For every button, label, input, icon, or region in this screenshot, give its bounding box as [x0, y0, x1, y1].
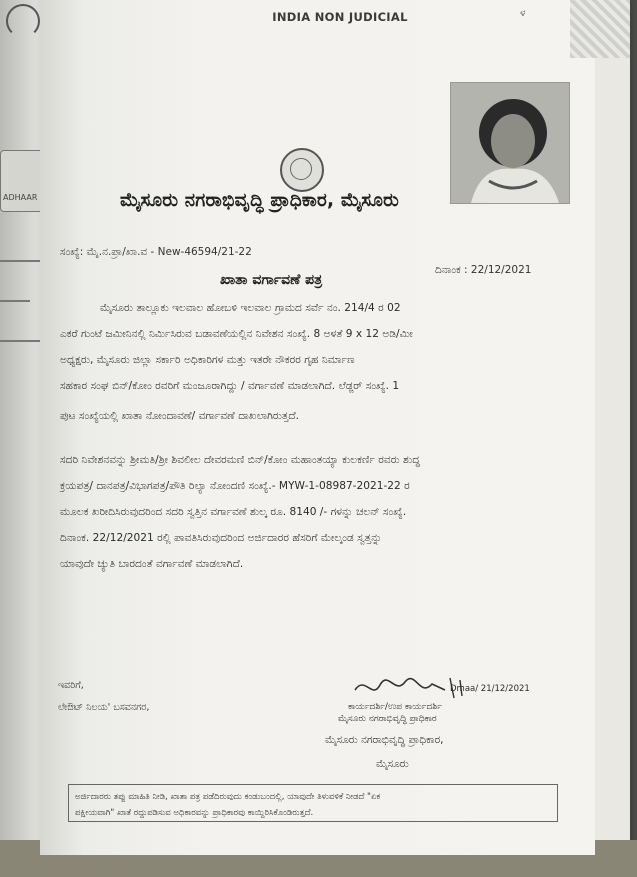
signatory-office-stamp: ಮೈಸೂರು ನಗರಾಭಿವೃದ್ಧಿ ಪ್ರಾಧಿಕಾರ: [338, 714, 437, 724]
body-line: ಪುಟ ಸಂಖ್ಯೆಯಲ್ಲಿ ಖಾತಾ ನೋಂದಾವಣೆ/ ವರ್ಗಾವಣೆ ದಾಖಲಾಗಿರುತ್ತದೆ.: [60, 410, 300, 422]
stamp-banner: INDIA NON JUDICIAL: [272, 10, 408, 24]
body-line: ಎಕರೆ ಗುಂಟೆ ಜಮೀನಿನಲ್ಲಿ ನಿರ್ಮಿಸಿರುವ ಬಡಾವಣೆಯಲ್ಲಿನ ನಿವೇಶನ ಸಂಖ್ಯೆ. 8 ಅಳತೆ 9 x 12 ಅಡಿ/ಮೀ: [60, 328, 413, 340]
recipient-label: ಇವರಿಗೆ,: [58, 680, 84, 691]
document-title: ಖಾತಾ ವರ್ಗಾವಣೆ ಪತ್ರ: [220, 272, 323, 288]
body-line: ದಿನಾಂಕ. 22/12/2021 ರಲ್ಲಿ ಪಾವತಿಸಿರುವುದರಿಂದ ಅರ್ಜಿದಾರರ ಹೆಸರಿಗೆ ಮೇಲ್ಕಂಡ ಸ್ವತ್ತನ್ನು: [60, 532, 382, 544]
government-seal-icon: [280, 148, 324, 192]
aadhaar-tag: ADHAAR: [0, 150, 48, 212]
signatory-office: ಮೈಸೂರು ನಗರಾಭಿವೃದ್ಧಿ ಪ್ರಾಧಿಕಾರ,: [325, 734, 444, 746]
body-line: ಸಹಕಾರ ಸಂಘ ಬಿನ್/ಕೋಂ ರವರಿಗೆ ಮಂಜೂರಾಗಿದ್ದು / ವರ್ಗಾವಣೆ ಮಾಡಲಾಗಿದೆ. ಲೆಡ್ಜರ್ ಸಂಖ್ಯೆ. 1: [60, 380, 400, 392]
body-line: ಮೂಲಕ ಖರೀದಿಸಿರುವುದರಿಂದ ಸದರಿ ಸ್ವತ್ತಿನ ವರ್ಗಾವಣೆ ಶುಲ್ಕ ರೂ. 8140 /- ಗಳನ್ನು ಚಲನ್ ಸಂಖ್ಯೆ.: [60, 506, 407, 518]
organisation-title: ಮೈಸೂರು ನಗರಾಭಿವೃದ್ಧಿ ಪ್ರಾಧಿಕಾರ, ಮೈಸೂರು: [120, 190, 399, 211]
body-line: ಕ್ರಯಪತ್ರ/ ದಾನಪತ್ರ/ವಿಭಾಗಪತ್ರ/ಪೌತಿ ರಿಲ್ಯಾ ನೋಂದಣಿ ಸಂಖ್ಯೆ.- MYW-1-08987-2021-22 ರ: [60, 480, 410, 492]
watermark-pattern: [570, 0, 630, 58]
signature-date: Dmaa/ 21/12/2021: [450, 684, 530, 694]
issue-date: ದಿನಾಂಕ : 22/12/2021: [435, 264, 532, 276]
recipient-address: ಲೇಔಟ್ ನಿಲಯ' ಬಸವನಗರ,: [58, 702, 150, 713]
divider: [0, 340, 44, 342]
reference-number: ಸಂಖ್ಯೆ: ಮೈ.ನ.ಪ್ರಾ/ಖಾ.ವ - New-46594/21-22: [60, 246, 252, 258]
disclaimer-line: ಪಕ್ಷೀಯವಾಗಿ" ಖಾತೆ ರದ್ದುಪಡಿಸುವ ಅಧಿಕಾರವನ್ನು ಪ್ರಾಧಿಕಾರವು ಕಾಯ್ದಿರಿಸಿಕೊಂಡಿರುತ್ತದೆ.: [75, 808, 314, 818]
body-line: ಮೈಸೂರು ತಾಲ್ಲೂಕು ಇಲವಾಲ ಹೋಬಳಿ ಇಲವಾಲ ಗ್ರಾಮದ ಸರ್ವೆ ನಂ. 214/4 ರ 02: [100, 302, 401, 314]
divider: [0, 300, 30, 302]
disclaimer-note: [68, 784, 558, 822]
applicant-photo: [450, 82, 570, 204]
signatory-designation: ಕಾರ್ಯದರ್ಶಿ/ಉಪ ಕಾರ್ಯದರ್ಶಿ: [348, 702, 442, 712]
signatory-city: ಮೈಸೂರು: [376, 758, 409, 770]
disclaimer-line: ಅರ್ಜಿದಾರರು ತಪ್ಪು ಮಾಹಿತಿ ನೀಡಿ, ಖಾತಾ ಪತ್ರ ಪಡೆದಿರುವುದು ಕಂಡುಬಂದಲ್ಲಿ, ಯಾವುದೇ ತಿಳುವಳಿಕೆ ನೀಡದೆ "ಏಕ: [75, 792, 381, 802]
body-line: ಯಾವುದೇ ಚ್ಯುತಿ ಬಾರದಂತೆ ವರ್ಗಾವಣೆ ಮಾಡಲಾಗಿದೆ.: [60, 558, 244, 570]
aadhaar-logo-icon: [6, 4, 40, 38]
corner-mark-icon: ಳ: [520, 8, 526, 19]
body-line: ಅಧ್ಯಕ್ಷರು, ಮೈಸೂರು ಜಿಲ್ಲಾ ಸರ್ಕಾರಿ ಅಧಿಕಾರಿಗಳ ಮತ್ತು ಇತರೇ ನೌಕರರ ಗೃಹ ನಿರ್ಮಾಣ: [60, 354, 355, 366]
khata-transfer-letter: [40, 0, 595, 855]
body-line: ಸದರಿ ನಿವೇಶನವನ್ನು ಶ್ರೀಮತಿ/ಶ್ರೀ ಶಿವಲೀಲ ದೇವರಮಣಿ ಬಿನ್/ಕೋಂ ಮಹಾಂತಯ್ಯಾ ಕುಲಕರ್ಣಿ ರವರು ಶುದ್ಧ: [60, 454, 420, 466]
divider: [0, 260, 40, 262]
